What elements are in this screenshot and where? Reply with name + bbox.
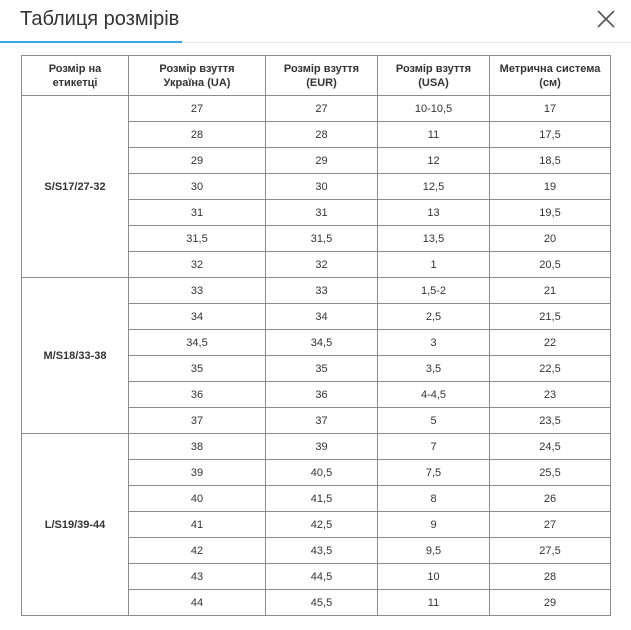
close-icon (595, 8, 617, 30)
ua-size-cell: 43 (129, 564, 266, 590)
usa-size-cell: 11 (378, 122, 490, 148)
ua-size-cell: 28 (129, 122, 266, 148)
size-group-label: M/S18/33-38 (22, 278, 129, 434)
eur-size-cell: 43,5 (266, 538, 378, 564)
ua-size-cell: 31 (129, 200, 266, 226)
ua-size-cell: 34 (129, 304, 266, 330)
metric-size-cell: 17,5 (490, 122, 611, 148)
metric-size-cell: 23 (490, 382, 611, 408)
usa-size-cell: 11 (378, 590, 490, 616)
header-metric-size: Метрична система (см) (490, 56, 611, 96)
eur-size-cell: 36 (266, 382, 378, 408)
table-row (22, 96, 611, 122)
usa-size-cell: 3 (378, 330, 490, 356)
usa-size-cell: 5 (378, 408, 490, 434)
modal-title: Таблиця розмірів (20, 8, 180, 30)
table-body (22, 96, 611, 616)
eur-size-cell: 29 (266, 148, 378, 174)
metric-size-cell: 19,5 (490, 200, 611, 226)
ua-size-cell: 37 (129, 408, 266, 434)
eur-size-cell: 45,5 (266, 590, 378, 616)
ua-size-cell: 35 (129, 356, 266, 382)
usa-size-cell: 9 (378, 512, 490, 538)
usa-size-cell: 3,5 (378, 356, 490, 382)
modal-header (0, 0, 631, 43)
metric-size-cell: 17 (490, 96, 611, 122)
usa-size-cell: 13 (378, 200, 490, 226)
metric-size-cell: 21 (490, 278, 611, 304)
usa-size-cell: 13,5 (378, 226, 490, 252)
size-table (21, 55, 611, 616)
eur-size-cell: 42,5 (266, 512, 378, 538)
eur-size-cell: 35 (266, 356, 378, 382)
metric-size-cell: 27 (490, 512, 611, 538)
usa-size-cell: 7,5 (378, 460, 490, 486)
metric-size-cell: 28 (490, 564, 611, 590)
title-underline (0, 41, 182, 43)
ua-size-cell: 33 (129, 278, 266, 304)
eur-size-cell: 33 (266, 278, 378, 304)
metric-size-cell: 23,5 (490, 408, 611, 434)
usa-size-cell: 8 (378, 486, 490, 512)
ua-size-cell: 41 (129, 512, 266, 538)
metric-size-cell: 22 (490, 330, 611, 356)
eur-size-cell: 34,5 (266, 330, 378, 356)
eur-size-cell: 37 (266, 408, 378, 434)
metric-size-cell: 19 (490, 174, 611, 200)
metric-size-cell: 20 (490, 226, 611, 252)
size-table-container (21, 55, 611, 616)
ua-size-cell: 36 (129, 382, 266, 408)
usa-size-cell: 1 (378, 252, 490, 278)
eur-size-cell: 34 (266, 304, 378, 330)
metric-size-cell: 27,5 (490, 538, 611, 564)
ua-size-cell: 27 (129, 96, 266, 122)
usa-size-cell: 12,5 (378, 174, 490, 200)
usa-size-cell: 10 (378, 564, 490, 590)
ua-size-cell: 29 (129, 148, 266, 174)
eur-size-cell: 44,5 (266, 564, 378, 590)
ua-size-cell: 30 (129, 174, 266, 200)
usa-size-cell: 9,5 (378, 538, 490, 564)
usa-size-cell: 12 (378, 148, 490, 174)
eur-size-cell: 39 (266, 434, 378, 460)
eur-size-cell: 30 (266, 174, 378, 200)
metric-size-cell: 20,5 (490, 252, 611, 278)
close-button[interactable] (595, 8, 617, 30)
eur-size-cell: 31 (266, 200, 378, 226)
metric-size-cell: 22,5 (490, 356, 611, 382)
ua-size-cell: 40 (129, 486, 266, 512)
header-label-size: Розмір на етикетці (22, 56, 129, 96)
table-row (22, 278, 611, 304)
size-group-label: L/S19/39-44 (22, 434, 129, 616)
usa-size-cell: 2,5 (378, 304, 490, 330)
ua-size-cell: 42 (129, 538, 266, 564)
eur-size-cell: 31,5 (266, 226, 378, 252)
ua-size-cell: 38 (129, 434, 266, 460)
header-ua-size: Розмір взуття Україна (UA) (129, 56, 266, 96)
ua-size-cell: 32 (129, 252, 266, 278)
eur-size-cell: 40,5 (266, 460, 378, 486)
ua-size-cell: 34,5 (129, 330, 266, 356)
usa-size-cell: 7 (378, 434, 490, 460)
ua-size-cell: 31,5 (129, 226, 266, 252)
usa-size-cell: 10-10,5 (378, 96, 490, 122)
usa-size-cell: 4-4,5 (378, 382, 490, 408)
metric-size-cell: 24,5 (490, 434, 611, 460)
size-group-label: S/S17/27-32 (22, 96, 129, 278)
eur-size-cell: 28 (266, 122, 378, 148)
metric-size-cell: 18,5 (490, 148, 611, 174)
header-usa-size: Розмір взуття (USA) (378, 56, 490, 96)
metric-size-cell: 26 (490, 486, 611, 512)
ua-size-cell: 44 (129, 590, 266, 616)
table-row (22, 434, 611, 460)
ua-size-cell: 39 (129, 460, 266, 486)
metric-size-cell: 21,5 (490, 304, 611, 330)
usa-size-cell: 1,5-2 (378, 278, 490, 304)
table-header-row (22, 56, 611, 96)
eur-size-cell: 32 (266, 252, 378, 278)
header-eur-size: Розмір взуття (EUR) (266, 56, 378, 96)
metric-size-cell: 25,5 (490, 460, 611, 486)
eur-size-cell: 41,5 (266, 486, 378, 512)
eur-size-cell: 27 (266, 96, 378, 122)
metric-size-cell: 29 (490, 590, 611, 616)
